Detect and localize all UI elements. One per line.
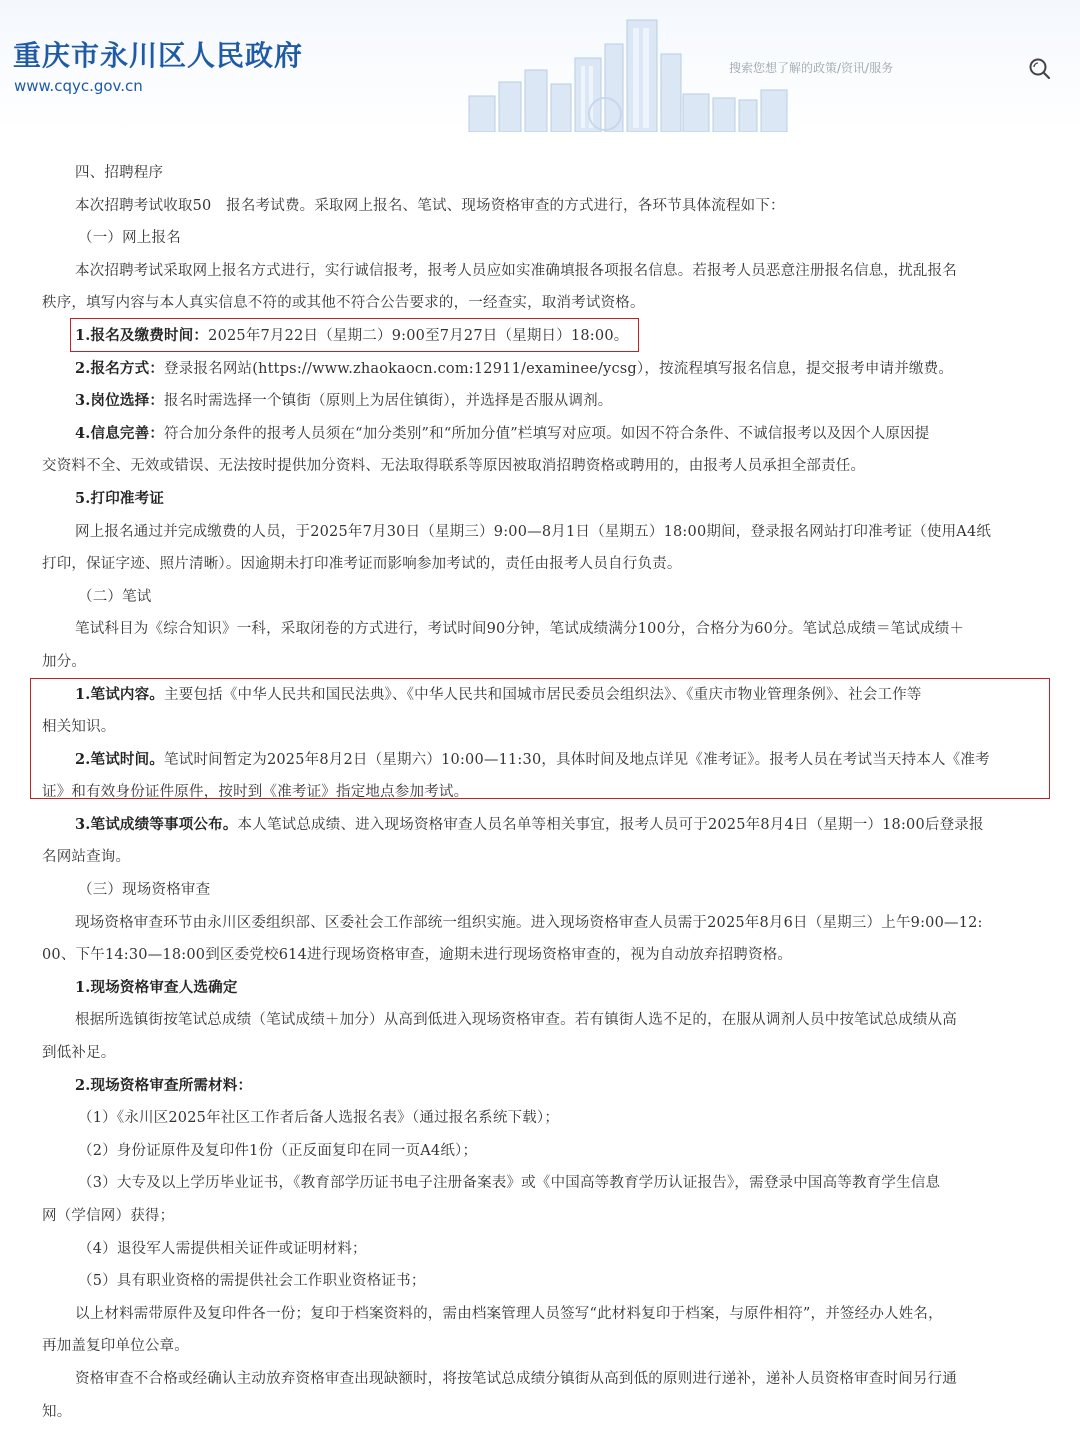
paragraph: 根据所选镇街按笔试总成绩（笔试成绩＋加分）从高到低进入现场资格审查。若有镇街人选不足的，在服从调剂人员中按笔试总成绩从高 — [75, 1012, 957, 1029]
item-exam-content — [42, 679, 1042, 712]
item-label: 2.报名方式： — [75, 359, 165, 377]
item-label: 1.报名及缴费时间： — [75, 326, 209, 344]
item-heading-candidate-selection: 1.现场资格审查人选确定 — [75, 978, 238, 996]
paragraph-continuation: 网（学信网）获得； — [42, 1208, 175, 1224]
item-label: 1.笔试内容。 — [75, 685, 165, 703]
item-text: 本人笔试总成绩、进入现场资格审查人员名单等相关事宜，报考人员可于2025年8月4日（星期一）18:00后登录报 — [237, 816, 984, 833]
paragraph-continuation: 证》和有效身份证件原件，按时到《准考证》指定地点参加考试。 — [42, 784, 469, 801]
paragraph-continuation: 00、下午14:30—18:00到区委党校614进行现场资格审查，逾期未进行现场资格审查的，视为自动放弃招聘资格。 — [42, 947, 793, 964]
paragraph: 以上材料需带原件及复印件各一份；复印于档案资料的，需由档案管理人员签写“此材料复印于档案，与原件相符”，并签经办人姓名， — [75, 1305, 943, 1322]
list-item: （4）退役军人需提供相关证件或证明材料； — [78, 1240, 367, 1257]
item-label: 4.信息完善： — [75, 424, 165, 442]
item-heading-required-materials: 2.现场资格审查所需材料： — [75, 1076, 253, 1094]
list-item: （1）《永川区2025年社区工作者后备人选报名表》（通过报名系统下载）； — [78, 1110, 560, 1127]
site-title[interactable]: 重庆市永川区人民政府 — [13, 39, 304, 72]
list-item: （2）身份证原件及复印件1份（正反面复印在同一页A4纸）； — [78, 1142, 478, 1159]
paragraph-continuation: 相关知识。 — [42, 719, 116, 736]
search-box — [705, 52, 1063, 84]
subsection-heading-written-exam: （二）笔试 — [78, 588, 152, 605]
item-position-selection — [42, 385, 1042, 418]
list-item: （3）大专及以上学历毕业证书，《教育部学历证书电子注册备案表》或《中国高等教育学历认证报告》，需登录中国高等教育学生信息 — [78, 1175, 941, 1192]
paragraph-continuation: 知。 — [42, 1403, 72, 1420]
item-label: 3.笔试成绩等事项公布。 — [75, 815, 238, 833]
paragraph-continuation: 再加盖复印单位公章。 — [42, 1338, 189, 1355]
item-registration-time — [42, 320, 1042, 353]
subsection-heading-online-registration: （一）网上报名 — [78, 230, 181, 247]
site-header — [0, 0, 1080, 133]
item-text: 笔试时间暂定为2025年8月2日（星期六）10:00—11:30，具体时间及地点详见《准考证》。报考人员在考试当天持本人《准考 — [164, 751, 990, 768]
item-text: 2025年7月22日（星期二）9:00至7月27日（星期日）18:00。 — [208, 327, 629, 344]
paragraph: 资格审查不合格或经确认主动放弃资格审查出现缺额时，将按笔试总成绩分镇街从高到低的原则进行递补，递补人员资格审查时间另行通 — [75, 1370, 957, 1387]
paragraph: 本次招聘考试采取网上报名方式进行，实行诚信报考，报考人员应如实准确填报各项报名信息。若报考人员恶意注册报名信息，扰乱报名 — [75, 262, 957, 279]
paragraph-continuation: 交资料不全、无效或错误、无法按时提供加分资料、无法取得联系等原因被取消招聘资格或聘用的，由报考人员承担全部责任。 — [42, 458, 866, 475]
subsection-heading-qualification-review: （三）现场资格审查 — [78, 882, 211, 899]
item-text: 登录报名网站(https://www.zhaokaocn.com:12911/examinee/ycsg），按流程填写报名信息，提交报考申请并缴费。 — [164, 360, 954, 377]
item-text: 报名时需选择一个镇街（原则上为居住镇街），并选择是否服从调剂。 — [164, 393, 613, 410]
item-label: 2.笔试时间。 — [75, 750, 165, 768]
article-body — [42, 157, 1042, 1428]
paragraph: 笔试科目为《综合知识》一科，采取闭卷的方式进行，考试时间90分钟，笔试成绩满分100分，合格分为60分。笔试总成绩＝笔试成绩＋ — [75, 621, 965, 638]
search-icon[interactable] — [1027, 56, 1053, 82]
site-url[interactable]: www.cqyc.gov.cn — [14, 77, 143, 95]
item-text: 主要包括《中华人民共和国民法典》、《中华人民共和国城市居民委员会组织法》、《重庆市物业管理条例》、社会工作等 — [164, 686, 922, 703]
item-exam-time — [42, 744, 1042, 777]
item-text: 符合加分条件的报考人员须在“加分类别”和“所加分值”栏填写对应项。如因不符合条件、不诚信报考以及因个人原因提 — [164, 425, 930, 442]
paragraph-continuation: 到低补足。 — [42, 1045, 116, 1062]
paragraph-continuation: 打印，保证字迹、照片清晰）。因逾期未打印准考证而影响参加考试的，责任由报考人员自行负责。 — [42, 556, 682, 573]
item-exam-results — [42, 809, 1042, 842]
search-input[interactable] — [705, 52, 1015, 84]
paragraph-continuation: 加分。 — [42, 653, 87, 670]
list-item: （5）具有职业资格的需提供社会工作职业资格证书； — [78, 1273, 426, 1290]
item-label: 3.岗位选择： — [75, 392, 165, 410]
paragraph: 现场资格审查环节由永川区委组织部、区委社会工作部统一组织实施。进入现场资格审查人员需于2025年8月6日（星期三）上午9:00—12: — [75, 914, 983, 931]
paragraph-continuation: 名网站查询。 — [42, 849, 131, 866]
paragraph: 本次招聘考试收取50 报名考试费。采取网上报名、笔试、现场资格审查的方式进行，各环节具体流程如下： — [75, 197, 785, 214]
section-heading-procedure: 四、招聘程序 — [75, 165, 164, 181]
paragraph-continuation: 秩序，填写内容与本人真实信息不符的或其他不符合公告要求的，一经查实，取消考试资格。 — [42, 295, 645, 312]
item-info-completion — [42, 418, 1042, 451]
item-heading-print-admission: 5.打印准考证 — [75, 489, 165, 507]
paragraph: 网上报名通过并完成缴费的人员，于2025年7月30日（星期三）9:00—8月1日（星期五）18:00期间，登录报名网站打印准考证（使用A4纸 — [75, 523, 992, 540]
item-registration-method — [42, 353, 1042, 386]
